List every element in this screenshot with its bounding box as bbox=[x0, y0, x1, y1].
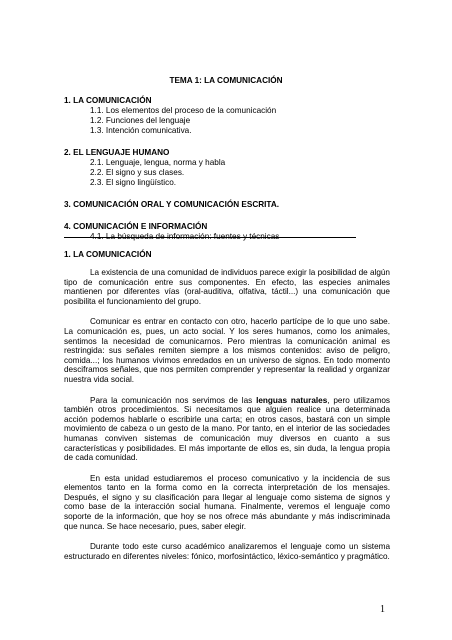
toc-item: 1.1. Los elementos del proceso de la comunicación bbox=[90, 106, 277, 115]
paragraph: La existencia de una comunidad de individuos parece exigir la posibilidad de algún tipo de comunicación entre sus componentes. En efecto, las especies animales mantienen por diferentes vías (oral-auditiva, olfativa, táctil...) una comunicación que posibilita el funcionamiento del grupo. bbox=[64, 268, 390, 306]
toc-item: 2.3. El signo lingüístico. bbox=[90, 178, 177, 187]
horizontal-rule bbox=[64, 237, 356, 238]
toc-section-2: 2. EL LENGUAJE HUMANO bbox=[64, 148, 170, 157]
page-number: 1 bbox=[380, 604, 385, 615]
text-run: , pero utilizamos también otros procedimientos. Si necesitamos que alguien realice una determinada acción podemos hablarle o escribirle una carta; en otros casos, bastará con un simple movimiento de cabeza o un gesto de la mano. Por tanto, en el interior de las sociedades humanas conviven sistemas de comunicación muy diversos en cuanto a sus características y posibilidades. El más importante de ellos es, sin duda, la lengua propia de cada comunidad. bbox=[64, 395, 390, 463]
document-title: TEMA 1: LA COMUNICACIÓN bbox=[169, 76, 283, 85]
toc-item: 1.2. Funciones del lenguaje bbox=[90, 116, 191, 125]
paragraph bbox=[64, 396, 390, 463]
toc-section-4: 4. COMUNICACIÓN E INFORMACIÓN bbox=[64, 222, 208, 231]
toc-item: 2.1. Lenguaje, lengua, norma y habla bbox=[90, 158, 226, 167]
body-text bbox=[64, 268, 390, 572]
toc-item: 2.2. El signo y sus clases. bbox=[90, 168, 185, 177]
paragraph: En esta unidad estudiaremos el proceso comunicativo y la incidencia de sus elementos tanto en la forma como en la correcta interpretación de los mensajes. Después, el signo y su clasificación para llegar al lenguaje como sistema de signos y como base de la interacción social humana. Finalmente, veremos el lenguaje como soporte de la información, que hoy se nos ofrece más abundante y más indiscriminada que nunca. Se hace necesario, pues, saber elegir. bbox=[64, 473, 390, 531]
bold-term: lenguas naturales bbox=[256, 395, 328, 405]
toc-section-3: 3. COMUNICACIÓN ORAL Y COMUNICACIÓN ESCRITA. bbox=[64, 200, 280, 209]
paragraph: Comunicar es entrar en contacto con otro, hacerlo partícipe de lo que uno sabe. La comunicación es, pues, un acto social. Y los seres humanos, como los animales, sentimos la necesidad de comunicarnos. Pero mientras la comunicación animal es restringida: sus señales remiten siempre a los mismos contenidos: aviso de peligro, comida...; los humanos vivimos enredados en un universo de signos. En todo momento desciframos señales, que nos permiten comprender y representar la realidad y organizar nuestra vida social. bbox=[64, 317, 390, 384]
text-run: Para la comunicación nos servimos de las bbox=[90, 395, 257, 405]
toc-item: 1.3. Intención comunicativa. bbox=[90, 126, 192, 135]
section-heading: 1. LA COMUNICACIÓN bbox=[64, 250, 152, 259]
toc-section-1: 1. LA COMUNICACIÓN bbox=[64, 96, 152, 105]
table-of-contents bbox=[64, 96, 364, 242]
paragraph: Durante todo este curso académico analizaremos el lenguaje como un sistema estructurado en diferentes niveles: fónico, morfosintáctico, léxico-semántico y pragmático. bbox=[64, 542, 390, 561]
toc-item: 4.1. La búsqueda de información: fuentes y técnicas bbox=[90, 232, 280, 241]
